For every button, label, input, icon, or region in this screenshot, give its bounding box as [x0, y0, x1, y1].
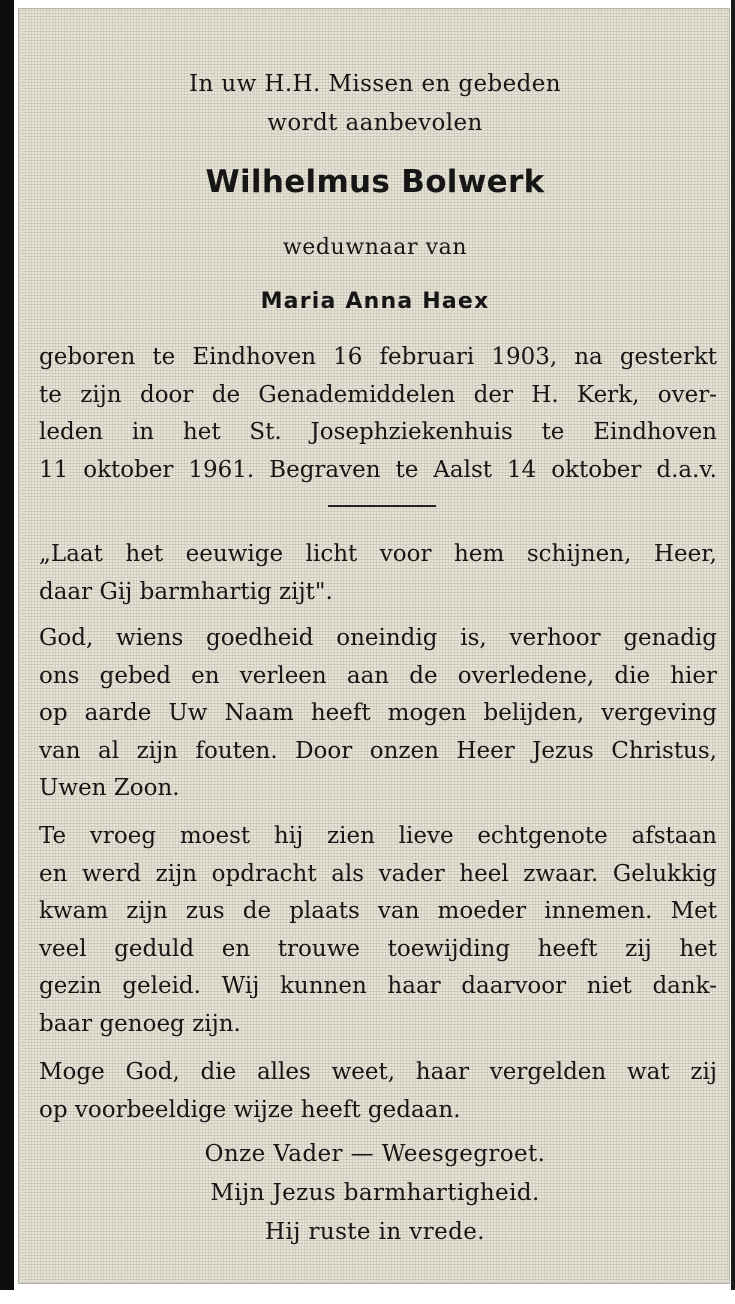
card-shadow — [0, 0, 14, 1290]
biography-line: te zijn door de Genademiddelen der H. Kerk, over- — [39, 381, 717, 408]
prayer-line: op aarde Uw Naam heeft mogen belijden, vergeving — [39, 700, 717, 727]
tribute-line: veel geduld en trouwe toewijding heeft zij het — [39, 935, 717, 962]
header-line-2: wordt aanbevolen — [267, 110, 483, 136]
blessing-paragraph — [39, 1054, 717, 1129]
tribute-line: kwam zijn zus de plaats van moeder innemen. Met — [39, 898, 717, 925]
tribute-line: baar genoeg zijn. — [39, 1010, 241, 1037]
card-edge — [731, 0, 735, 1290]
prayer-god-paragraph — [39, 620, 717, 808]
blessing-line: Moge God, die alles weet, haar vergelden wat zij — [39, 1059, 717, 1085]
memorial-card — [18, 8, 730, 1284]
prayer-line: „Laat het eeuwige licht voor hem schijnen, Heer, — [39, 541, 717, 567]
tribute-line: Te vroeg moest hij zien lieve echtgenote afstaan — [39, 823, 717, 849]
relation-text: weduwnaar van — [282, 235, 468, 260]
blessing-line: op voorbeeldige wijze heeft gedaan. — [39, 1096, 461, 1123]
closing-line-3: Hij ruste in vrede. — [265, 1219, 485, 1245]
prayer-line: Uwen Zoon. — [39, 775, 180, 802]
spouse-name: Maria Anna Haex — [260, 289, 490, 314]
deceased-name: Wilhelmus Bolwerk — [205, 164, 545, 200]
tribute-paragraph — [39, 818, 717, 1044]
tribute-line: gezin geleid. Wij kunnen haar daarvoor niet dank- — [39, 973, 717, 1000]
biography-paragraph — [39, 339, 717, 489]
prayer-line: ons gebed en verleen aan de overledene, die hier — [39, 662, 717, 689]
prayer-line: God, wiens goedheid oneindig is, verhoor genadig — [39, 625, 717, 651]
closing-line-1: Onze Vader — Weesgegroet. — [204, 1141, 546, 1167]
tribute-line: en werd zijn opdracht als vader heel zwaar. Gelukkig — [39, 860, 717, 887]
biography-line: 11 oktober 1961. Begraven te Aalst 14 oktober d.a.v. — [39, 456, 717, 483]
prayer-line: daar Gij barmhartig zijt". — [39, 578, 333, 605]
prayer-line: van al zijn fouten. Door onzen Heer Jezus Christus, — [39, 737, 717, 764]
biography-line: geboren te Eindhoven 16 februari 1903, na gesterkt — [39, 344, 717, 370]
divider-rule — [328, 505, 436, 507]
prayer-light-paragraph — [39, 536, 717, 611]
header-line-1: In uw H.H. Missen en gebeden — [188, 71, 562, 97]
biography-line: leden in het St. Josephziekenhuis te Eindhoven — [39, 419, 717, 446]
closing-line-2: Mijn Jezus barmhartigheid. — [210, 1180, 540, 1206]
